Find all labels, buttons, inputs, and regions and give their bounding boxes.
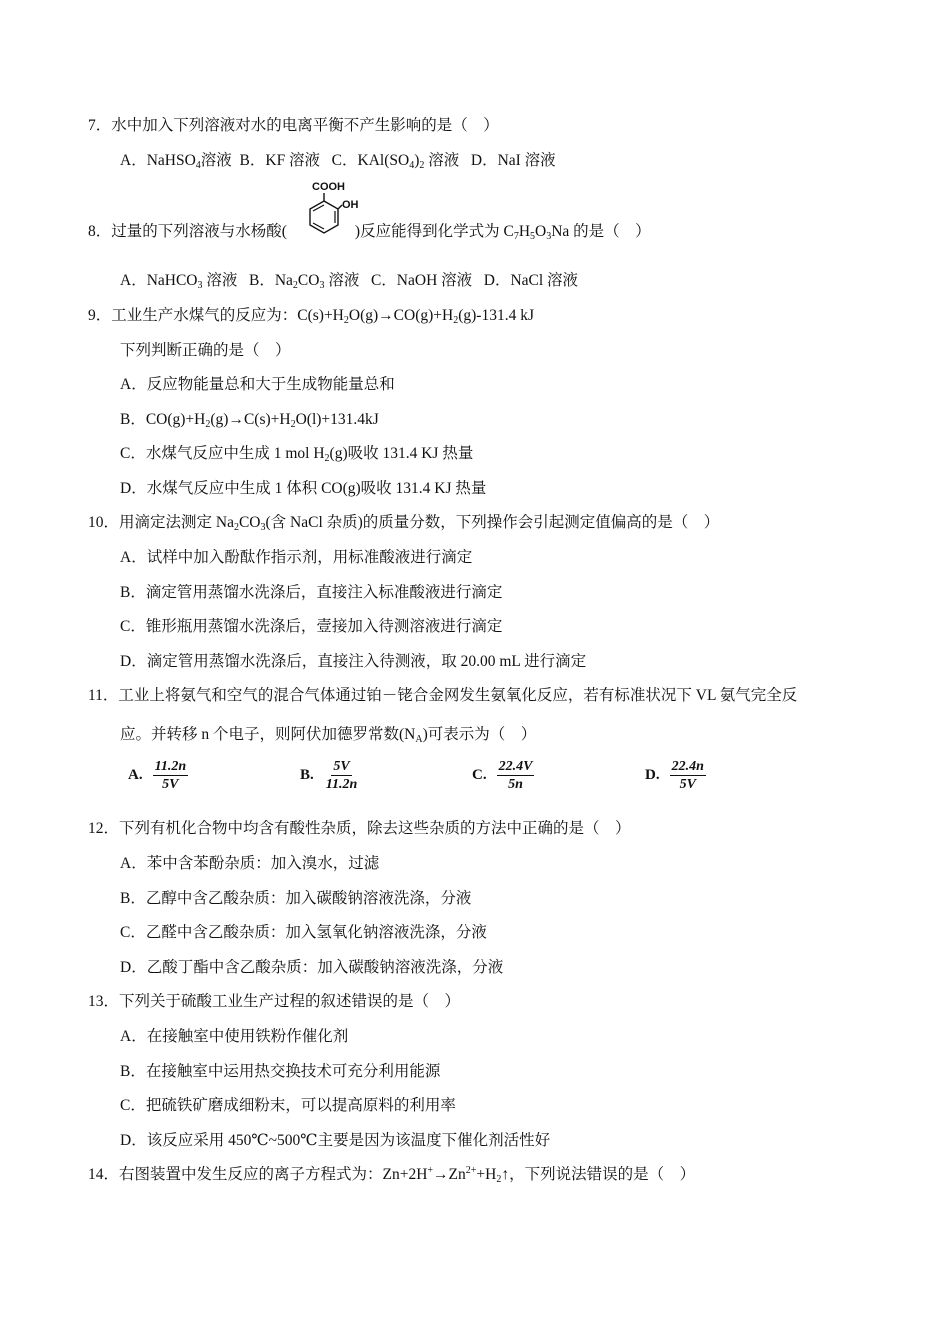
q11-option-d — [645, 758, 706, 793]
q7-stem: 7．水中加入下列溶液对水的电离平衡不产生影响的是（ ） — [88, 117, 499, 134]
q13-option-b: B．在接触室中运用热交换技术可充分利用能源 — [120, 1063, 441, 1080]
q10-option-a: A．试样中加入酚酞作指示剂，用标准酸液进行滴定 — [120, 549, 473, 566]
q11-option-d-fraction — [670, 758, 706, 793]
q12-option-a: A．苯中含苯酚杂质：加入溴水，过滤 — [120, 855, 380, 872]
q12-option-d: D．乙酸丁酯中含乙酸杂质：加入碳酸钠溶液洗涤，分液 — [120, 959, 504, 976]
q10-option-c: C．锥形瓶用蒸馏水洗涤后，壹接加入待测溶液进行滴定 — [120, 618, 503, 635]
q9-sub: 下列判断正确的是（ ） — [120, 342, 291, 359]
q11-option-c-fraction — [497, 758, 535, 793]
q8-stem-pre: 8．过量的下列溶液与水杨酸( — [88, 223, 287, 240]
q13-option-a: A．在接触室中使用铁粉作催化剂 — [120, 1028, 349, 1045]
q11-option-d-denominator: 5V — [679, 777, 696, 792]
q13-option-d: D．该反应采用 450℃~500℃主要是因为该温度下催化剂活性好 — [120, 1132, 551, 1149]
q8-stem-post: )反应能得到化学式为 $C_7H_5O_3Na$ 的是（ ） — [354, 223, 651, 242]
q9-option-b: B．$CO(g)+H_2(g)\to C(s)+H_2O(l)+131.4kJ$ — [120, 411, 379, 430]
q11-option-a-denominator: 5V — [162, 777, 179, 792]
q14-stem: 14．右图装置中发生反应的离子方程式为：$Zn+2H^+\to Zn^{2+}+H_2↑$，下列说法错误的是（ ） — [88, 1165, 696, 1185]
q9-stem: 9．工业生产水煤气的反应为：$C(s)+H_2O(g)\to CO(g)+H_2(g)-131.4$ kJ — [88, 307, 534, 326]
q7-options: A．NaHSO$_4$溶液 B．KF 溶液 C．$KAl(SO_4)_2$ 溶液 D．NaI 溶液 — [120, 152, 556, 171]
q11-option-a-fraction — [153, 758, 189, 793]
q12-option-c: C．乙醛中含乙酸杂质：加入氢氧化钠溶液洗涤，分液 — [120, 924, 487, 941]
q11-option-a — [128, 758, 188, 793]
q11-option-a-label: A. — [128, 767, 143, 783]
q11-option-d-numerator: 22.4n — [671, 759, 704, 774]
q9-option-a: A．反应物能量总和大于生成物能量总和 — [120, 376, 395, 393]
q11-option-b — [300, 758, 359, 793]
salicylic-acid-structure — [290, 178, 362, 244]
q11-option-a-numerator: 11.2n — [154, 759, 187, 774]
cooh-label: COOH — [312, 181, 345, 193]
q11-stem-line1: 11．工业上将氨气和空气的混合气体通过铂－铑合金网发生氨氧化反应，若有标准状况下 VL 氨气完全反 — [88, 687, 798, 704]
q11-option-b-fraction — [324, 758, 360, 793]
q9-option-c: C．水煤气反应中生成 1 mol $H_2(g)$吸收 131.4 KJ 热量 — [120, 445, 474, 464]
oh-label: OH — [342, 199, 359, 211]
q11-option-b-denominator: 11.2n — [325, 777, 358, 792]
q10-option-d: D．滴定管用蒸馏水洗涤后，直接注入待测液，取 20.00 mL 进行滴定 — [120, 653, 587, 670]
q13-option-c: C．把硫铁矿磨成细粉末，可以提高原料的利用率 — [120, 1097, 456, 1114]
q11-option-d-label: D. — [645, 767, 660, 783]
q11-option-c-numerator: 22.4V — [498, 759, 533, 774]
q9-option-d: D．水煤气反应中生成 1 体积 CO(g)吸收 131.4 KJ 热量 — [120, 480, 487, 497]
q12-stem: 12．下列有机化合物中均含有酸性杂质，除去这些杂质的方法中正确的是（ ） — [88, 820, 631, 837]
q8-options: A．NaHCO$_3$ 溶液 B．$Na_2CO_3$ 溶液 C．NaOH 溶液 D．NaCl 溶液 — [120, 272, 579, 291]
q11-option-c-denominator: 5n — [508, 777, 523, 792]
q11-option-c-label: C. — [472, 767, 487, 783]
q10-option-b: B．滴定管用蒸馏水洗涤后，直接注入标准酸液进行滴定 — [120, 584, 503, 601]
q11-option-c — [472, 758, 534, 793]
q8-stem — [88, 222, 651, 242]
q13-stem: 13．下列关于硫酸工业生产过程的叙述错误的是（ ） — [88, 993, 461, 1010]
q11-option-b-numerator: 5V — [333, 759, 350, 774]
q11-option-b-label: B. — [300, 767, 314, 783]
q12-option-b: B．乙醇中含乙酸杂质：加入碳酸钠溶液洗涤，分液 — [120, 890, 472, 907]
q10-stem: 10．用滴定法测定 $Na_2CO_3$(含 NaCl 杂质)的质量分数，下列操作会引起测定值偏高的是（ ） — [88, 514, 720, 533]
q11-stem-line2: 应。并转移 n 个电子，则阿伏加德罗常数$(N_A)$可表示为（ ） — [120, 726, 537, 745]
